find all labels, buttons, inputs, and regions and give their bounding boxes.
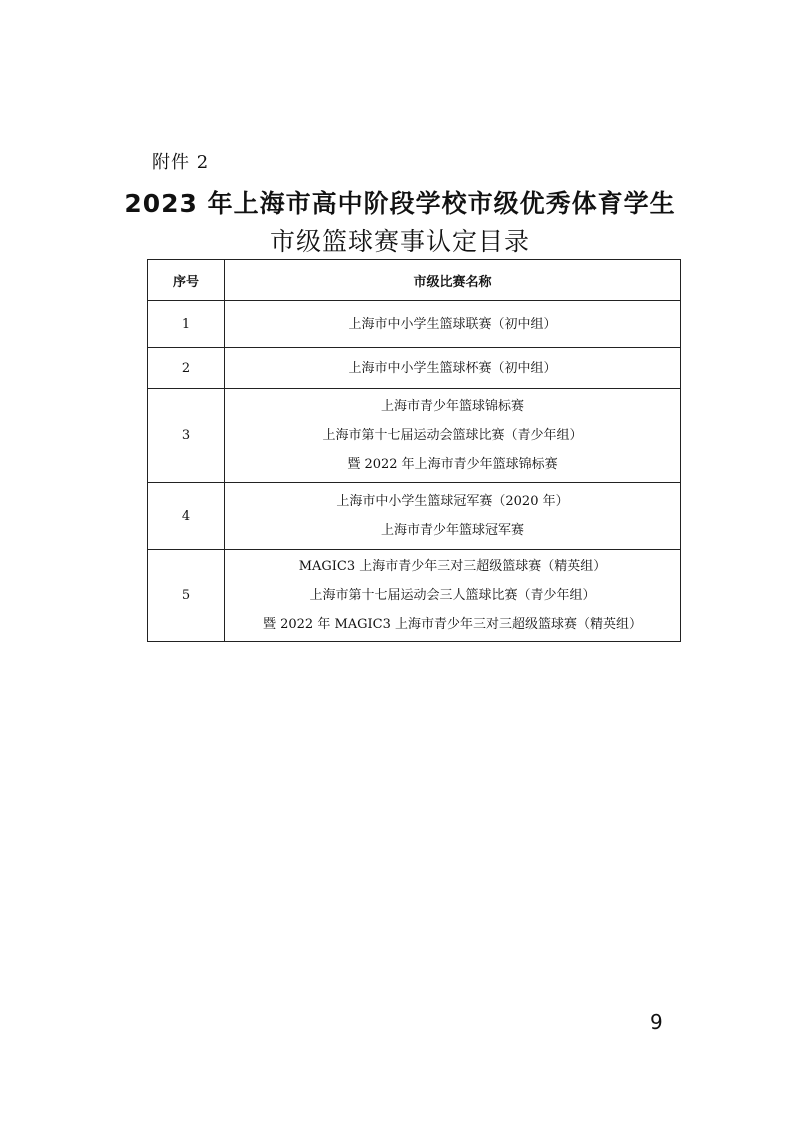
attachment-label: 附件 2 [152, 152, 210, 173]
competition-name: 上海市中小学生篮球联赛（初中组） [348, 316, 557, 332]
competition-name: MAGIC3 上海市青少年三对三超级篮球赛（精英组） [298, 559, 607, 574]
competition-name-cell [225, 550, 681, 642]
row-number: 1 [148, 301, 225, 348]
competition-name: 上海市中小学生篮球冠军赛（2020 年） [336, 494, 569, 509]
header-number: 序号 [148, 260, 225, 301]
page-number: 9 [650, 1010, 663, 1034]
competition-name: 暨 2022 年 MAGIC3 上海市青少年三对三超级篮球赛（精英组） [262, 617, 643, 632]
competition-name-cell [225, 389, 681, 483]
competition-name: 上海市青少年篮球锦标赛 [380, 399, 524, 414]
document-title-line-2: 市级篮球赛事认定目录 [269, 227, 530, 256]
competition-name: 上海市第十七届运动会三人篮球比赛（青少年组） [309, 588, 596, 603]
competition-name-cell [225, 301, 681, 348]
table-row [148, 348, 681, 389]
competition-name-cell [225, 483, 681, 550]
table-row [148, 389, 681, 483]
table-row [148, 483, 681, 550]
row-number: 2 [148, 348, 225, 389]
competition-table [147, 259, 681, 642]
competition-name: 上海市第十七届运动会篮球比赛（青少年组） [322, 428, 583, 443]
competition-name-cell [225, 348, 681, 389]
row-number: 4 [148, 483, 225, 550]
row-number: 3 [148, 389, 225, 483]
competition-name: 上海市中小学生篮球杯赛（初中组） [348, 360, 557, 376]
header-competition-name: 市级比赛名称 [225, 260, 681, 301]
document-title-line-1: 2023 年上海市高中阶段学校市级优秀体育学生 [124, 189, 676, 218]
competition-name: 上海市青少年篮球冠军赛 [380, 523, 524, 538]
competition-name: 暨 2022 年上海市青少年篮球锦标赛 [347, 457, 558, 472]
table-row [148, 550, 681, 642]
row-number: 5 [148, 550, 225, 642]
table-row [148, 301, 681, 348]
table-header-row [148, 260, 681, 301]
